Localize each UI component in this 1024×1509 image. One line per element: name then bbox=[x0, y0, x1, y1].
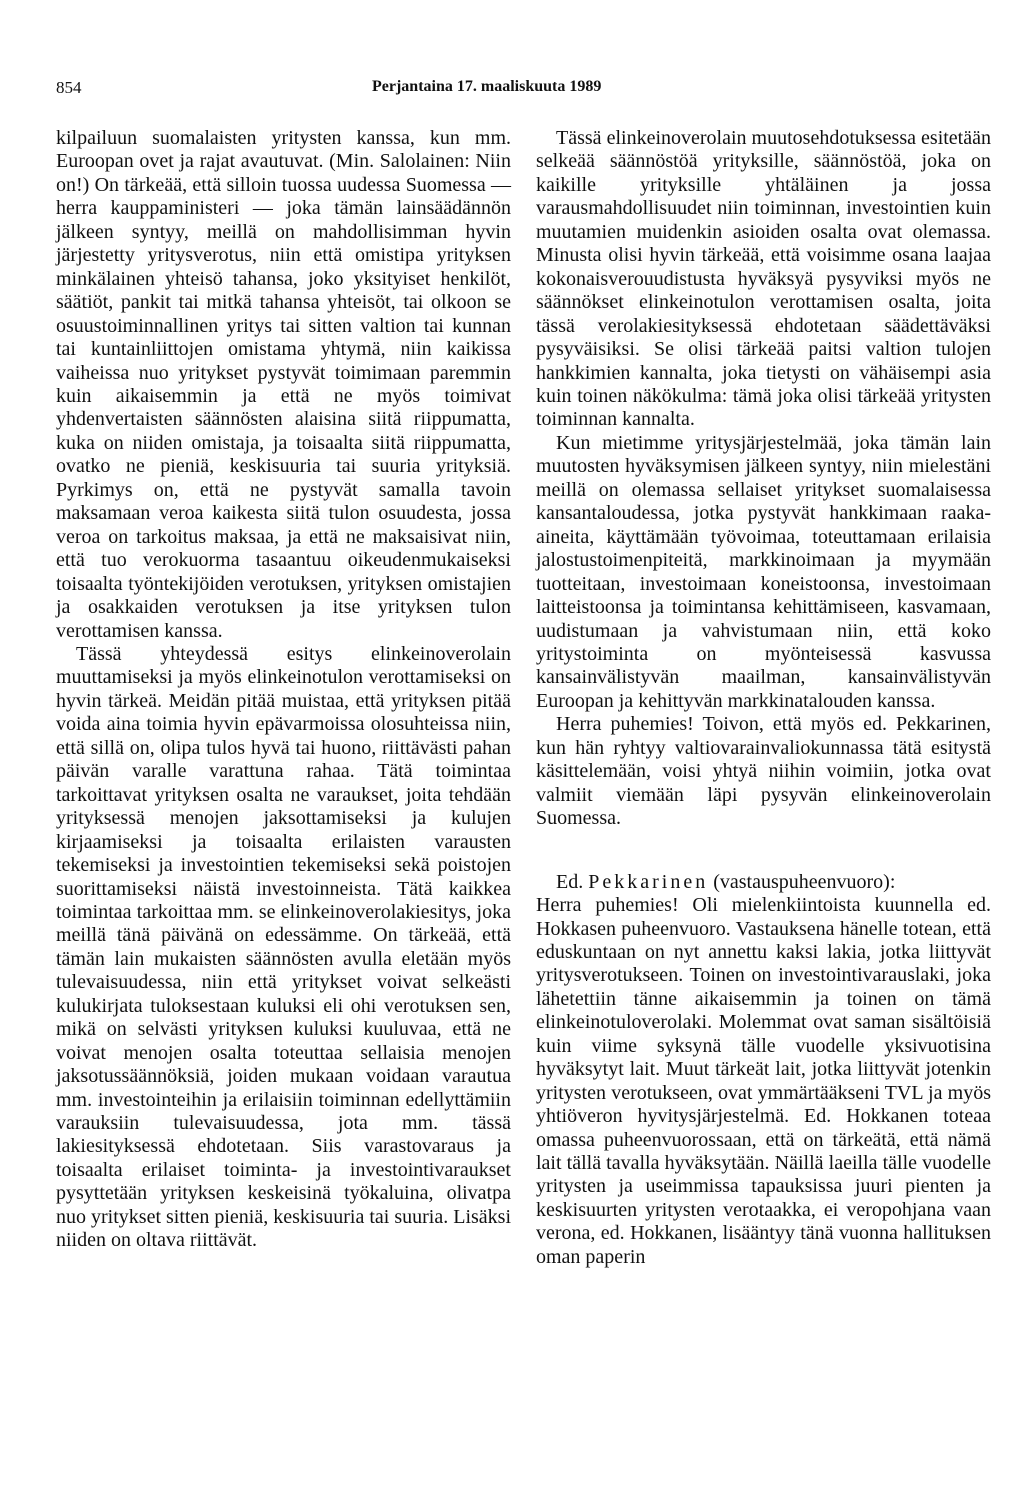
paragraph: Tässä elinkeinoverolain muutosehdotuksessa esitetään selkeää säännöstöä yrityksille, säännöstöä, joka on kaikille yrityksille yhtäläinen ja jossa varausmahdollisuudet niin toiminnan, investointien kuin muutamien muidenkin asioiden osalta ovat olemassa. Minusta olisi hyvin tärkeää, että voisimme osana laajaa kokonaisverouudistusta hyväksyä pysyviksi myös ne säännökset elinkeinotulon verottamisen osalta, joita tässä verolakiesityksessä ehdotetaan säädettäväksi pysyväisiksi. Se olisi tärkeää paitsi valtion tulojen hankkimien kannalta, joka tietysti on vähäisempi asia kuin toinen näkökulma: tämä joka olisi tärkeää yritysten toiminnan kannalta. bbox=[536, 127, 991, 431]
paragraph: Herra puhemies! Oli mielenkiintoista kuunnella ed. Hokkasen puheenvuoro. Vastauksena hänelle totean, että eduskuntaan on nyt annettu kaksi lakia, jotka liittyvät yritysverotukseen. Toinen on investointivarauslaki, joka lähetettiin tänne aikaisemmin ja toinen on tämä elinkeinotuloverolaki. Molemmat ovat saman sisältöisiä kuin viime syksynä tälle vuodelle yksivuotisina hyväksytyt lait. Muut tärkeät lait, jotka liittyvät jotenkin yritysten verotukseen, ovat ymmärtääkseni TVL ja myös yhtiöveron hyvitysjärjestelmä. Ed. Hokkanen toteaa omassa puheenvuorossaan, että on tärkeätä, että nämä lait tällä tavalla hyväksytään. Näillä laeilla tälle vuodelle yritysten ja useimmissa tapauksissa juuri pienten ja keskisuurten yritysten verotaakka, ei veropohjana vaan verona, ed. Hokkanen, lisääntyy tänä vuonna hallituksen oman paperin bbox=[536, 894, 991, 1268]
paragraph: Tässä yhteydessä esitys elinkeinoverolain muuttamiseksi ja myös elinkeinotulon verottamiseksi on hyvin tärkeä. Meidän pitää muistaa, että yrityksen pitää voida aina toimia hyvin epävarmoissa olosuhteissa niin, että sillä on, olipa tulos hyvä tai huono, riittävästi pahan päivän varalle varattuna rahaa. Tätä toimintaa tarkoittavat yrityksen osalta ne varaukset, joita tehdään yrityksessä menojen jaksottamiseksi ja kulujen kirjaamiseksi ja toisaalta erilaisten varausten tekemiseksi ja investointien tekemiseksi sekä poistojen suorittamiseksi näistä investoinneista. Tätä kaikkea toimintaa tarkoittaa mm. se elinkeinoverolakiesitys, joka meillä tänä päivänä on edessämme. On tärkeää, että tämän lain mukaisten säännösten avulla eletään myös tulevaisuudessa, niin että yritykset voivat selkeästi kulukirjata tuloksestaan kuluksi eli ohi verotuksen sen, mikä on selvästi yrityksen kuluksi kuuluvaa, että ne voivat menojen osalta toteuttaa sellaisia menojen jaksotussäännöksiä, joiden mukaan voidaan varautua mm. investointeihin ja erilaisiin toiminnan edellyttämiin varauksiin tulevaisuudessa, jota mm. tässä lakiesityksessä ehdotetaan. Siis varastovaraus ja toisaalta erilaiset toiminta- ja investointivaraukset pysyttetään yrityksen keskeisinä työkaluina, olivatpa nuo yritykset sitten pieniä, keskisuuria tai suuria. Lisäksi niiden on oltava riittävät. bbox=[56, 642, 511, 1252]
paragraph: kilpailuun suomalaisten yritysten kanssa, kun mm. Euroopan ovet ja rajat avautuvat. (Min. Salolainen: Niin on!) On tärkeää, että silloin tuossa uudessa Suomessa — herra kauppaministeri — joka tämän lainsäädännön jälkeen syntyy, meillä on mahdollisimman hyvin järjestetty yritysverotus, niin että omistipa yrityksen minkälainen yhteisö tahansa, joko yksityiset henkilöt, säätiöt, pankit tai mitkä tahansa yhteisöt, tai olkoon se osuustoiminnallinen yritys tai sitten valtion tai kunnan tai kuntainliittojen omistama yhtymä, niin kaikissa vaiheissa nuo yritykset pystyvät toimimaan paremmin kuin aikaisemmin ja että ne myös toimivat yhdenvertaisten säännösten alaisina siitä riippumatta, kuka on niiden omistaja, ja toisaalta siitä riippumatta, ovatko ne pieniä, keskisuuria tai suuria yrityksiä. Pyrkimys on, että ne pystyvät samalla tavoin maksamaan veroa kaikesta siitä tulon osuudesta, jossa veroa on tarkoitus maksaa, ja että ne maksaisivat niin, että tuo verokuorma tasaantuu oikeudenmukaiseksi toisaalta työntekijöiden verotuksen, yrityksen omistajien ja osakkaiden verotuksen ja itse yrityksen tulon verottamisen kanssa. bbox=[56, 127, 511, 642]
left-column bbox=[56, 127, 511, 1253]
page-number: 854 bbox=[56, 78, 82, 97]
section-gap bbox=[536, 831, 991, 871]
speaker-heading bbox=[536, 871, 991, 894]
page-header bbox=[56, 78, 976, 102]
paragraph: Herra puhemies! Toivon, että myös ed. Pekkarinen, kun hän ryhtyy valtiovarainvaliokunnassa tätä esitystä käsittelemään, voisi yhtyä niihin voimiin, jotka ovat valmiit viemään läpi pysyvän elinkeinoverolain Suomessa. bbox=[536, 713, 991, 830]
paragraph: Kun mietimme yritysjärjestelmää, joka tämän lain muutosten hyväksymisen jälkeen syntyy, niin mielestäni meillä on olemassa sellaiset yritykset suomalaisessa kansantaloudessa, jotka pystyvät hankkimaan raaka-aineita, käyttämään työvoimaa, toteuttamaan erilaisia jalostustoimenpiteitä, markkinoimaan ja myymään tuotteitaan, investoimaan koneistoonsa, investoimaan laitteistoonsa ja toimintansa kehittämiseen, kasvamaan, uudistumaan ja vahvistumaan niin, että koko yritystoiminta on myönteisessä kasvussa kansainvälistyvän maailman, kansainvälistyvän Euroopan ja kehittyvän markkinatalouden kanssa. bbox=[536, 431, 991, 712]
speaker-name: Pekkarinen bbox=[588, 870, 709, 893]
speaker-role: (vastauspuheenvuoro): bbox=[713, 870, 896, 893]
running-title: Perjantaina 17. maaliskuuta 1989 bbox=[372, 78, 602, 95]
speaker-prefix: Ed. bbox=[556, 870, 584, 893]
right-column bbox=[536, 127, 991, 1269]
